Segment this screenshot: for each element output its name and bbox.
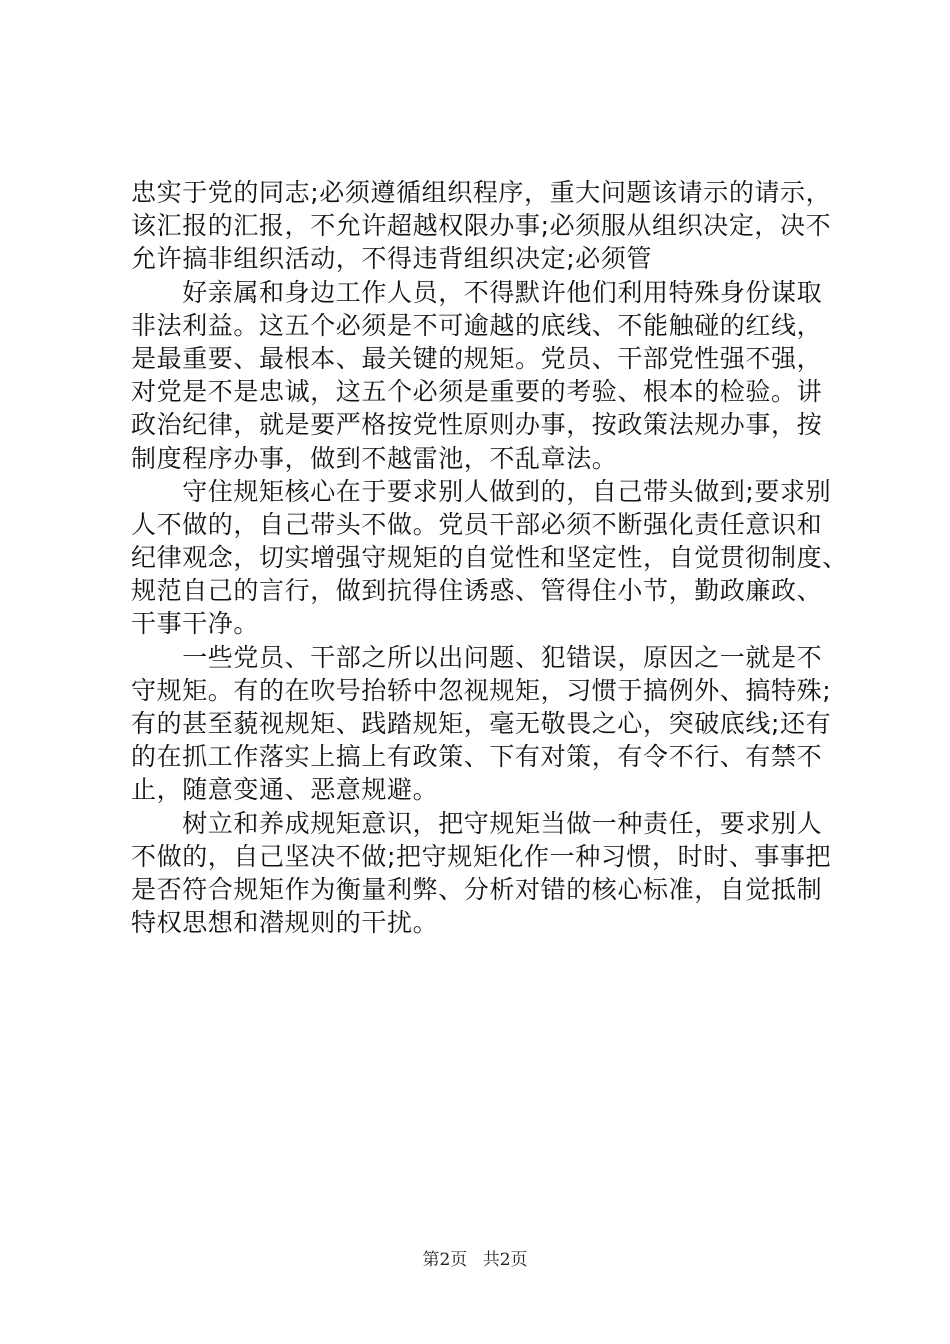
text-line: 干事干净。 xyxy=(131,609,260,639)
text-line: 政治纪律，就是要严格按党性原则办事，按政策法规办事，按 xyxy=(131,410,823,440)
text-line: 的在抓工作落实上搞上有政策、下有对策，有令不行、有禁不 xyxy=(131,742,823,772)
paragraph-4 xyxy=(131,641,831,807)
text-line: 制度程序办事，做到不越雷池，不乱章法。 xyxy=(131,443,618,473)
text-line: 规范自己的言行，做到抗得住诱惑、管得住小节，勤政廉政、 xyxy=(131,576,823,606)
text-line: 是最重要、最根本、最关键的规矩。党员、干部党性强不强， xyxy=(131,343,823,373)
text-line: 人不做的，自己带头不做。党员干部必须不断强化责任意识和 xyxy=(131,509,823,539)
page-footer xyxy=(0,1245,950,1270)
paragraph-5 xyxy=(131,807,831,940)
text-line: 对党是不是忠诚，这五个必须是重要的考验、根本的检验。讲 xyxy=(131,377,823,407)
text-line: 允许搞非组织活动，不得违背组织决定;必须管 xyxy=(131,244,653,274)
paragraph-2 xyxy=(131,276,831,475)
text-line: 忠实于党的同志;必须遵循组织程序，重大问题该请示的请示， xyxy=(131,178,832,207)
text-line: 一些党员、干部之所以出问题、犯错误，原因之一就是不 xyxy=(131,642,823,672)
text-line: 好亲属和身边工作人员，不得默许他们利用特殊身份谋取 xyxy=(131,277,823,307)
text-line: 特权思想和潜规则的干扰。 xyxy=(131,908,439,938)
text-line: 该汇报的汇报，不允许超越权限办事;必须服从组织决定，决不 xyxy=(131,211,832,241)
text-line: 守住规矩核心在于要求别人做到的，自己带头做到;要求别 xyxy=(131,476,832,506)
text-line: 守规矩。有的在吹号抬轿中忽视规矩，习惯于搞例外、搞特殊; xyxy=(131,675,832,705)
page-number: 第2页 xyxy=(422,1250,468,1270)
page-total: 共2页 xyxy=(482,1250,528,1270)
text-line: 树立和养成规矩意识，把守规矩当做一种责任，要求别人 xyxy=(131,808,823,838)
text-line: 止，随意变通、恶意规避。 xyxy=(131,775,439,805)
paragraph-3 xyxy=(131,475,848,641)
text-line: 有的甚至藐视规矩、践踏规矩，毫无敬畏之心，突破底线;还有 xyxy=(131,709,832,738)
paragraph-1 xyxy=(131,176,831,276)
text-line: 纪律观念，切实增强守规矩的自觉性和坚定性，自觉贯彻制度、 xyxy=(131,543,848,573)
text-line: 非法利益。这五个必须是不可逾越的底线、不能触碰的红线， xyxy=(131,310,823,340)
document-body xyxy=(131,176,848,939)
text-line: 是否符合规矩作为衡量利弊、分析对错的核心标准，自觉抵制 xyxy=(131,874,823,904)
text-line: 不做的，自己坚决不做;把守规矩化作一种习惯，时时、事事把 xyxy=(131,841,832,871)
